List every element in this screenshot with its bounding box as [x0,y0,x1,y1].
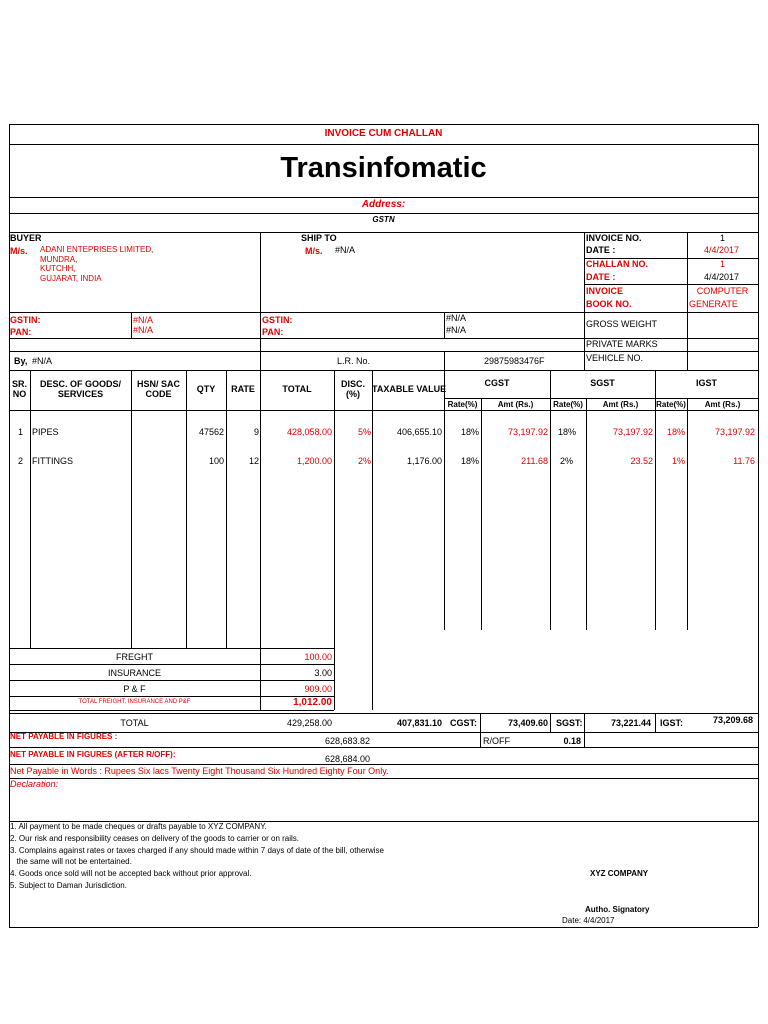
col-hsn: HSN/ SAC [136,379,180,389]
tfip-label: TOTAL FREIGHT, INSURANCE AND P&F [78,699,191,705]
item-cgst-rate: 18% [460,427,479,437]
buyer-ms-label: M/s. [10,246,28,256]
total-cgst: 73,409.60 [507,718,548,728]
invoice-no-label: INVOICE NO. [586,233,642,243]
ship-to-label: SHIP TO [301,233,337,243]
tfip-value: 1,012.00 [293,697,332,708]
col-sgst: SGST [590,378,615,388]
col-desc: SERVICES [57,389,104,399]
buyer-line: GUJARAT, INDIA [40,274,102,283]
col-sr: SR. [11,379,27,389]
net-after: 628,684.00 [324,754,370,764]
ship-ms-value: #N/A [335,245,356,255]
col-igst-amt: Amt (Rs.) [704,400,741,409]
item-taxable: 1,176.00 [406,456,442,466]
col-cgst-rate: Rate(%) [447,400,478,409]
document-title: INVOICE CUM CHALLAN [324,128,443,139]
item-igst-amt: 11.76 [733,456,755,466]
total-igst: 73,209.68 [712,715,753,725]
challan-date: 4/4/2017 [704,272,740,282]
term-line: 2. Our risk and responsibility ceases on delivery of the goods to carrier or on rails. [10,834,300,843]
item-igst-amt: 73,197.92 [714,427,755,437]
col-cgst: CGST [484,378,510,388]
book-label: INVOICE [586,286,624,296]
private-marks-label: PRIVATE MARKS [586,339,658,349]
signature-label: Autho. Signatory [585,905,650,914]
lr-value: 29875983476F [484,356,545,366]
col-sgst-rate: Rate(%) [553,400,583,409]
item-cgst-amt: 211.68 [521,456,548,466]
item-desc: PIPES [32,427,59,437]
signature-date: Date: 4/4/2017 [562,916,615,925]
col-sgst-amt: Amt (Rs.) [602,400,639,409]
gstn-label: GSTN [372,215,395,224]
buyer-label: BUYER [10,233,42,243]
col-total: TOTAL [282,384,312,394]
total-igst-label: IGST: [660,718,684,728]
col-qty: QTY [196,384,216,394]
term-line: 4. Goods once sold will not be accepted back without prior approval. [10,869,252,878]
insurance-label: INSURANCE [107,668,161,678]
roff-value: 0.18 [563,736,581,746]
buyer-line: ADANI ENTEPRISES LIMITED, [40,245,154,254]
ship-pan-label: PAN: [262,327,284,337]
term-line: 5. Subject to Daman Jurisdiction. [10,881,127,890]
item-total: 1,200.00 [296,456,332,466]
buyer-line: MUNDRA, [40,255,78,264]
challan-no-label: CHALLAN NO. [586,259,648,269]
item-igst-rate: 18% [666,427,685,437]
invoice-date-label: DATE : [586,245,616,255]
pf-label: P & F [123,684,146,694]
item-total: 428,058.00 [286,427,332,437]
challan-date-label: DATE : [586,272,616,282]
freight-value: 100.00 [304,652,332,662]
buyer-gstin-label: GSTIN: [10,315,41,325]
company-name: Transinfomatic [280,152,487,184]
item-rate: 9 [253,427,259,437]
net-after-label: NET PAYABLE IN FIGURES (AFTER R/OFF): [10,750,176,759]
col-rate: RATE [231,384,255,394]
term-line: 1. All payment to be made cheques or drafts payable to XYZ COMPANY. [10,822,267,831]
item-taxable: 406,655.10 [396,427,442,437]
address-label: Address: [361,199,406,210]
buyer-pan: #N/A [133,325,154,335]
item-desc: FITTINGS [32,456,73,466]
item-disc: 5% [357,427,371,437]
col-igst-rate: Rate(%) [656,400,686,409]
col-igst: IGST [695,378,717,388]
pf-value: 909.00 [304,684,332,694]
book-value: COMPUTER [696,286,749,296]
by-value: #N/A [32,356,53,366]
col-cgst-amt: Amt (Rs.) [497,400,534,409]
total-label: TOTAL [120,718,149,728]
item-cgst-amt: 73,197.92 [507,427,548,437]
gross-weight-label: GROSS WEIGHT [586,319,658,329]
ship-ms-label: M/s. [305,246,323,256]
book-label: BOOK NO. [586,299,632,309]
net-words: Net Payable in Words : Rupees Six lacs Twenty Eight Thousand Six Hundred Eighty Four Only. [10,766,389,776]
item-rate: 12 [248,456,259,466]
invoice-no: 1 [720,233,726,243]
item-qty: 47562 [198,427,224,437]
challan-no: 1 [720,259,726,269]
declaration-label: Declaration: [10,779,59,789]
item-qty: 100 [208,456,224,466]
item-sr: 2 [18,456,24,466]
by-label: By, [14,356,28,366]
lr-label: L.R. No. [337,356,371,366]
buyer-gstin: #N/A [133,315,154,325]
item-sgst-rate: 2% [560,456,574,466]
col-hsn: CODE [145,389,172,399]
net-figures-label: NET PAYABLE IN FIGURES : [10,732,118,741]
item-disc: 2% [357,456,371,466]
total-sgst-label: SGST: [556,718,583,728]
vehicle-no-label: VEHICLE NO. [586,353,644,363]
item-igst-rate: 1% [671,456,685,466]
col-taxable: TAXABLE VALUE [372,384,447,394]
item-sgst-amt: 23.52 [630,456,653,466]
book-value: GENERATE [689,299,738,309]
ship-gstin-label: GSTIN: [262,315,293,325]
ship-gstin: #N/A [446,313,467,323]
col-desc: DESC. OF GOODS/ [39,379,121,389]
total-value: 429,258.00 [286,718,332,728]
term-line: the same will not be entertained. [10,857,132,866]
freight-label: FREGHT [116,652,153,662]
ship-pan: #N/A [446,325,467,335]
buyer-line: KUTCHH, [40,264,76,273]
col-disc: (%) [346,389,360,399]
roff-label: R/OFF [483,736,510,746]
item-sgst-amt: 73,197.92 [612,427,653,437]
signature-company: XYZ COMPANY [590,869,649,878]
buyer-pan-label: PAN: [10,327,32,337]
total-sgst: 73,221.44 [610,718,651,728]
net-figures: 628,683.82 [324,736,370,746]
total-cgst-label: CGST: [450,718,477,728]
invoice-date: 4/4/2017 [704,245,740,255]
col-disc: DISC. [340,379,365,389]
term-line: 3. Complains against rates or taxes charged if any should made within 7 days of date of the bill, otherwise [10,846,384,855]
item-sr: 1 [18,427,24,437]
item-sgst-rate: 18% [558,427,577,437]
item-cgst-rate: 18% [460,456,479,466]
col-sr: NO [12,389,27,399]
insurance-value: 3.00 [314,668,332,678]
total-taxable: 407,831.10 [396,718,442,728]
